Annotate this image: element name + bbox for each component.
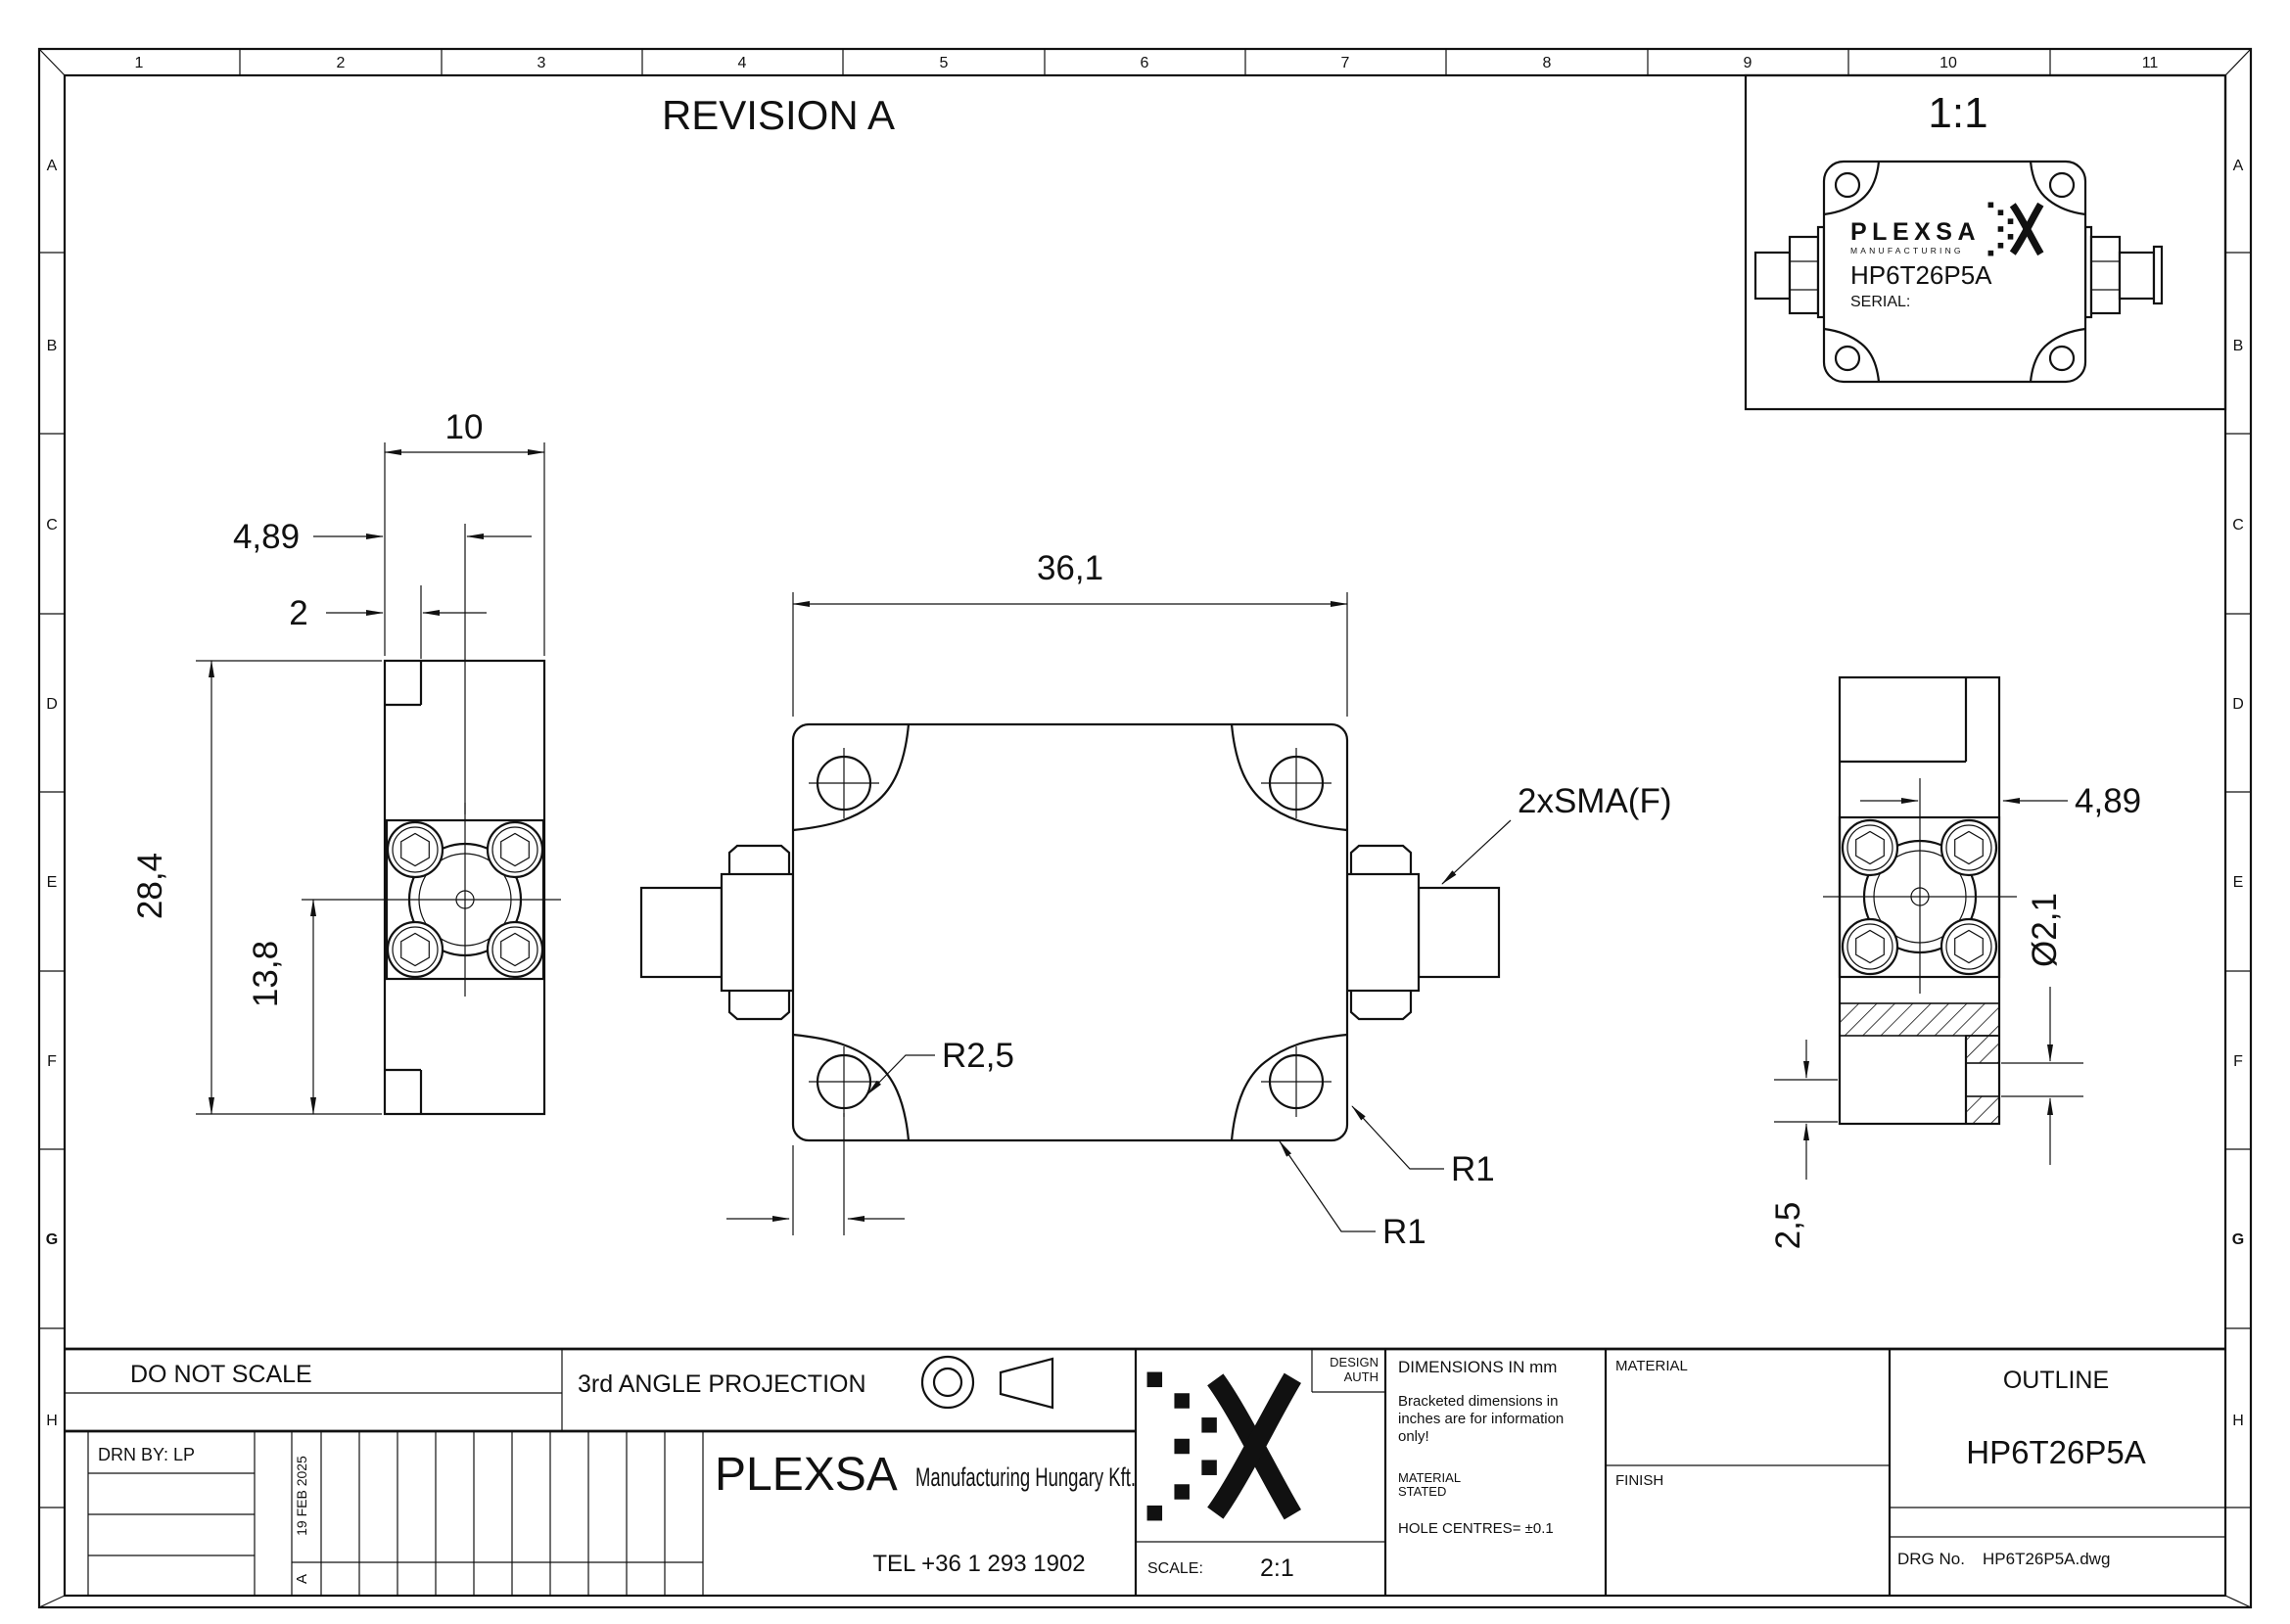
scale-label: SCALE: (1147, 1560, 1203, 1577)
outline-label: OUTLINE (2002, 1367, 2110, 1394)
design-auth-label-1: DESIGN (1330, 1355, 1379, 1369)
hole-centres-note: HOLE CENTRES= ±0.1 (1398, 1520, 1554, 1537)
bracket-note-1: Bracketed dimensions in (1398, 1393, 1559, 1410)
drawn-by-label: DRN BY: LP (98, 1445, 196, 1464)
grid-row-h-r: H (2232, 1413, 2244, 1429)
dimensions-note: DIMENSIONS IN mm (1398, 1358, 1558, 1376)
grid-col-3: 3 (537, 55, 546, 71)
sma-connector-left-icon (1755, 227, 1824, 317)
grid-col-5: 5 (939, 55, 949, 71)
front-view (641, 549, 1672, 1251)
design-auth-label-2: AUTH (1343, 1369, 1379, 1384)
dim-right-edge: 2,5 (1769, 1201, 1807, 1250)
drg-file-name: HP6T26P5A.dwg (1983, 1550, 2111, 1568)
right-view (1769, 677, 2141, 1249)
sma-connector-right-profile (1347, 846, 1499, 1019)
grid-row-b-r: B (2232, 338, 2244, 354)
grid-row-d-r: D (2232, 696, 2244, 713)
grid-col-8: 8 (1542, 55, 1552, 71)
detail-view-1to1 (1746, 75, 2225, 409)
grid-col-10: 10 (1939, 55, 1957, 71)
device-model-label: HP6T26P5A (1850, 260, 1992, 290)
device-serial-label: SERIAL: (1850, 294, 1911, 310)
revision-table (292, 1431, 703, 1596)
drg-number-label: DRG No. (1897, 1550, 1965, 1568)
dim-front-width: 36,1 (1036, 549, 1104, 587)
grid-row-f-r: F (2233, 1053, 2243, 1070)
grid-row-labels-right (2232, 158, 2244, 1429)
grid-row-h: H (46, 1413, 58, 1429)
grid-col-1: 1 (134, 55, 144, 71)
company-brand: PLEXSA (715, 1449, 898, 1501)
grid-row-a-r: A (2232, 158, 2244, 174)
grid-row-g-r: G (2231, 1231, 2245, 1248)
callout-r1-a: R1 (1451, 1150, 1495, 1188)
drawing-date: 19 FEB 2025 (294, 1456, 309, 1536)
left-view (131, 408, 561, 1114)
dim-pin-diameter: Ø2,1 (2026, 893, 2064, 967)
grid-row-d: D (46, 696, 58, 713)
third-angle-symbol-icon (922, 1357, 1052, 1408)
bracket-note-2: inches are for information (1398, 1411, 1565, 1427)
finish-header: FINISH (1615, 1472, 1664, 1489)
dim-left-center-height: 13,8 (247, 940, 285, 1008)
grid-col-11: 11 (2141, 55, 2159, 71)
grid-column-labels (135, 55, 2159, 71)
front-view-body (793, 724, 1347, 1140)
callout-corner-radius: R2,5 (942, 1037, 1014, 1075)
projection-label: 3rd ANGLE PROJECTION (578, 1370, 866, 1398)
title-block (65, 1349, 2225, 1596)
bracket-note-3: only! (1398, 1428, 1429, 1445)
grid-col-6: 6 (1140, 55, 1149, 71)
grid-col-4: 4 (737, 55, 747, 71)
material-stated-2: STATED (1398, 1484, 1447, 1499)
grid-row-b: B (46, 338, 58, 354)
company-phone: TEL +36 1 293 1902 (872, 1551, 1086, 1577)
callout-connectors: 2xSMA(F) (1518, 782, 1672, 820)
revision-letter: A (294, 1573, 310, 1585)
grid-row-c: C (46, 517, 58, 534)
dim-right-offset: 4,89 (2075, 782, 2142, 820)
device-brand-sub-label: MANUFACTURING (1850, 246, 1964, 255)
part-number: HP6T26P5A (1966, 1434, 2146, 1470)
sma-connector-left-profile (641, 846, 793, 1019)
grid-row-a: A (46, 158, 58, 174)
sma-connector-right-icon (2085, 227, 2162, 317)
grid-row-f: F (47, 1053, 57, 1070)
grid-col-2: 2 (336, 55, 346, 71)
dim-left-step: 2 (289, 594, 308, 632)
section-hatch (1840, 1003, 1999, 1036)
material-stated-1: MATERIAL (1398, 1470, 1462, 1485)
callout-r1-b: R1 (1382, 1213, 1426, 1251)
grid-col-9: 9 (1743, 55, 1753, 71)
company-name: Manufacturing Hungary Kft. (915, 1462, 1136, 1492)
section-hatch (1966, 1096, 1999, 1124)
dim-left-offset: 4,89 (232, 518, 301, 556)
dim-left-height: 28,4 (131, 852, 169, 920)
scale-value: 2:1 (1260, 1554, 1294, 1582)
material-header: MATERIAL (1615, 1358, 1688, 1374)
grid-row-g: G (45, 1231, 59, 1248)
revision-title: REVISION A (661, 92, 896, 138)
grid-row-c-r: C (2232, 517, 2244, 534)
section-hatch (1966, 1036, 1999, 1063)
do-not-scale-label: DO NOT SCALE (130, 1361, 312, 1388)
detail-scale-label: 1:1 (1928, 89, 1988, 137)
grid-row-e: E (46, 874, 58, 891)
grid-row-labels-left (46, 158, 58, 1429)
device-brand-label: PLEXSA (1850, 218, 1982, 246)
grid-row-e-r: E (2232, 874, 2244, 891)
grid-col-7: 7 (1340, 55, 1350, 71)
dim-left-depth: 10 (444, 408, 484, 446)
